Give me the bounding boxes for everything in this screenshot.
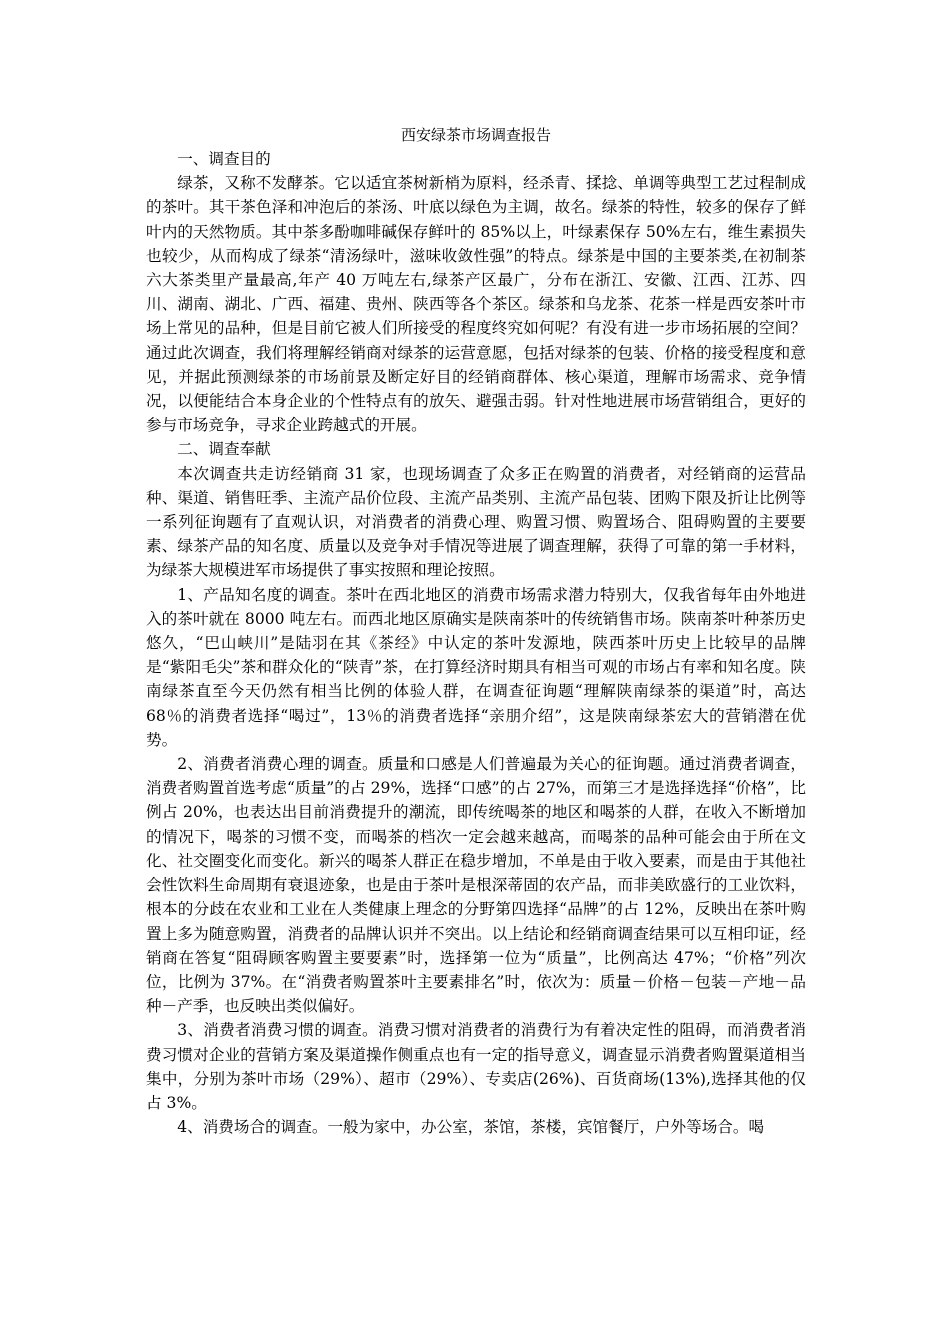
document-body xyxy=(146,120,806,1139)
document-title: 西安绿茶市场调查报告 xyxy=(400,126,551,144)
section-heading-contribution: 二、调查奉献 xyxy=(177,440,271,459)
paragraph-product-awareness: 1、产品知名度的调查。茶叶在西北地区的消费市场需求潜力特别大，仅我省每年由外地进入的茶叶就在 8000 吨左右。而西北地区原确实是陕南茶叶的传统销售市场。陕南茶叶种茶历史悠久，“巴山峡川”是陆羽在其《茶经》中认定的茶叶发源地，陕西茶叶历史上比较早的品牌是“紫阳毛尖”茶和群众化的“陕青”茶，在打算经济时期具有相当可观的市场占有率和知名度。陕南绿茶直至今天仍然有相当比例的体验人群，在调查征询题“理解陕南绿茶的渠道”时，高达 68％的消费者选择“喝过”，13％的消费者选择“亲朋介绍”，这是陕南绿茶宏大的营销潜在优势。 xyxy=(146,585,806,749)
paragraph-consumer-habits: 3、消费者消费习惯的调查。消费习惯对消费者的消费行为有着决定性的阻碍，而消费者消费习惯对企业的营销方案及渠道操作侧重点也有一定的指导意义，调查显示消费者购置渠道相当集中，分别为茶叶市场（29%）、超市（29%）、专卖店(26%)、百货商场(13%),选择其他的仅占 3%。 xyxy=(146,1021,806,1112)
section-heading-purpose: 一、调查目的 xyxy=(177,150,271,168)
paragraph-consumer-psychology: 2、消费者消费心理的调查。质量和口感是人们普遍最为关心的征询题。通过消费者调查，消费者购置首选考虑“质量”的占 29%，选择“口感”的占 27%，而第三才是选择选择“价格”，比例占 20%，也表达出目前消费提升的潮流，即传统喝茶的地区和喝茶的人群，在收入不断增加的情况下，喝茶的习惯不变，而喝茶的档次一定会越来越高，而喝茶的品种可能会由于所在文化、社交圈变化而变化。新兴的喝茶人群正在稳步增加，不单是由于收入要素，而是由于其他社会性饮料生命周期有衰退迹象，也是由于茶叶是根深蒂固的农产品，而非美欧盛行的工业饮料，根本的分歧在农业和工业在人类健康上理念的分野第四选择“品牌”的占 12%，反映出在茶叶购置上多为随意购置，消费者的品牌认识并不突出。以上结论和经销商调查结果可以互相印证，经销商在答复“阻碍顾客购置主要要素”时，选择第一位为“质量”，比例高达 47%；“价格”列次位，比例为 37%。在“消费者购置茶叶主要素排名”时，依次为：质量－价格－包装－产地－品种－产季，也反映出类似偏好。 xyxy=(146,755,806,1016)
paragraph-purpose: 绿茶，又称不发酵茶。它以适宜茶树新梢为原料，经杀青、揉捻、单调等典型工艺过程制成的茶叶。其干茶色泽和冲泡后的茶汤、叶底以绿色为主调，故名。绿茶的特性，较多的保存了鲜叶内的天然物质。其中茶多酚咖啡碱保存鲜叶的 85%以上，叶绿素保存 50%左右，维生素损失也较少，从而构成了绿茶“清汤绿叶，滋味收敛性强”的特点。绿茶是中国的主要茶类,在初制茶六大茶类里产量最高,年产 40 万吨左右,绿茶产区最广，分布在浙江、安徽、江西、江苏、四川、湖南、湖北、广西、福建、贵州、陕西等各个茶区。绿茶和乌龙茶、花茶一样是西安茶叶市场上常见的品种，但是目前它被人们所接受的程度终究如何呢？有没有进一步市场拓展的空间？通过此次调查，我们将理解经销商对绿茶的运营意愿，包括对绿茶的包装、价格的接受程度和意见，并据此预测绿茶的市场前景及断定好目的经销商群体、核心渠道，理解市场需求、竞争情况，以便能结合本身企业的个性特点有的放矢、避强击弱。针对性地进展市场营销组合，更好的参与市场竞争，寻求企业跨越式的开展。 xyxy=(146,174,806,435)
paragraph-contribution-summary: 本次调查共走访经销商 31 家，也现场调查了众多正在购置的消费者，对经销商的运营品种、渠道、销售旺季、主流产品价位段、主流产品类别、主流产品包装、团购下限及折让比例等一系列征询题有了直观认识，对消费者的消费心理、购置习惯、购置场合、阻碍购置的主要要素、绿茶产品的知名度、质量以及竞争对手情况等进展了调查理解，获得了可靠的第一手材料，为绿茶大规模进军市场提供了事实按照和理论按照。 xyxy=(146,464,806,580)
paragraph-consumption-occasions: 4、消费场合的调查。一般为家中，办公室，茶馆，茶楼，宾馆餐厅，户外等场合。喝 xyxy=(177,1118,765,1137)
